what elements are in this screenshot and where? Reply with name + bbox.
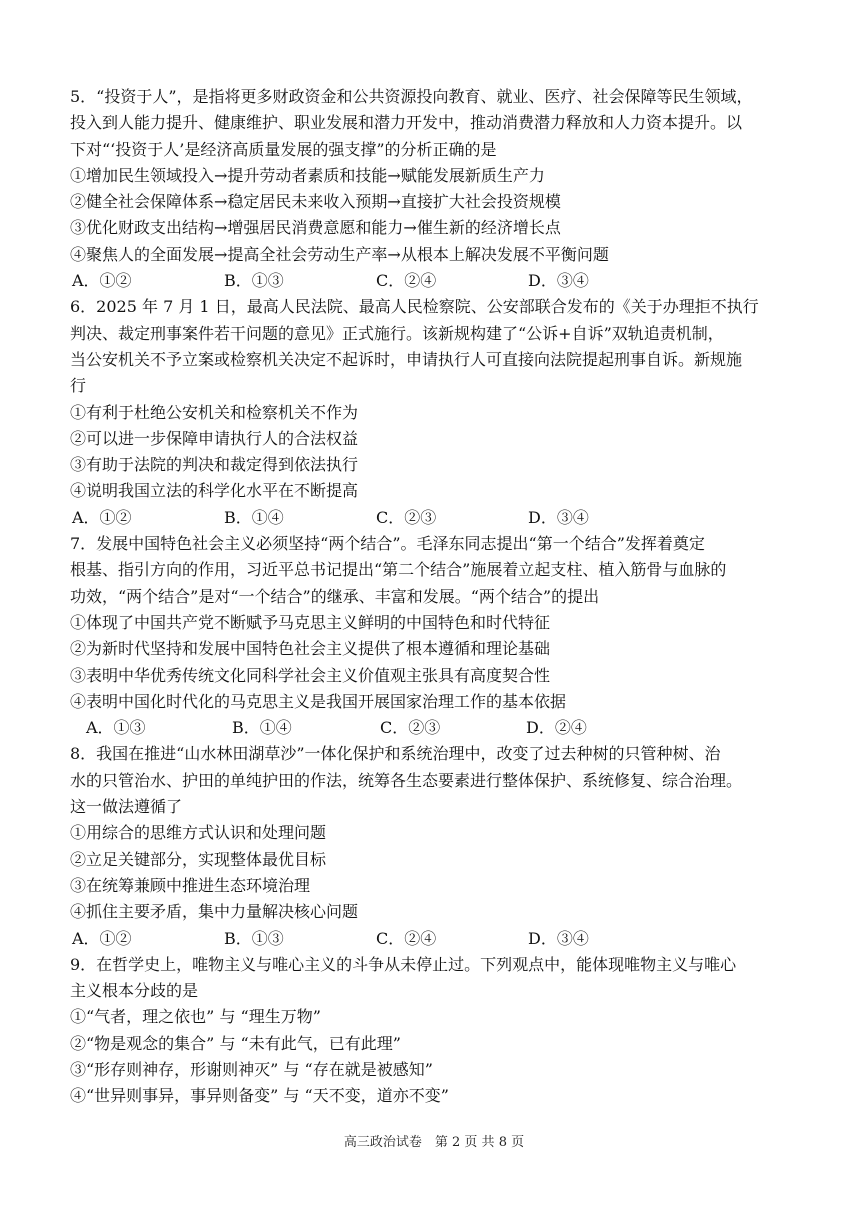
- statement-2: ②健全社会保障体系→稳定居民未来收入预期→直接扩大社会投资规模: [70, 192, 561, 212]
- statement-4: ④聚焦人的全面发展→提高全社会劳动生产率→从根本上解决发展不平衡问题: [70, 244, 609, 264]
- question-stem-line: 判决、裁定刑事案件若干问题的意见》正式施行。该新规构建了“公诉+自诉”双轨追责机制，: [70, 323, 724, 343]
- question-stem-line: 投入到人能力提升、健康维护、职业发展和潜力开发中，推动消费潜力释放和人力资本提升。以: [70, 113, 743, 133]
- choice-a: A．①②: [72, 928, 132, 948]
- statement-2: ②可以进一步保障申请执行人的合法权益: [70, 428, 359, 448]
- answer-choices: [70, 715, 810, 741]
- choice-c: C．②③: [376, 507, 437, 527]
- choice-b: B．①③: [224, 271, 284, 291]
- question-stem-line: 水的只管治水、护田的单纯护田的作法，统筹各生态要素进行整体保护、系统修复、综合治理。: [70, 770, 743, 790]
- answer-choices: [70, 926, 810, 952]
- choice-a: A．①③: [86, 718, 146, 738]
- question-8: [70, 741, 810, 951]
- statement-4: ④表明中国化时代化的马克思主义是我国开展国家治理工作的基本依据: [70, 691, 567, 711]
- question-6: [70, 294, 810, 531]
- question-9: [70, 952, 810, 1110]
- question-stem-line: 下对“‘投资于人’是经济高质量发展的强支撑”的分析正确的是: [70, 139, 497, 159]
- choice-b: B．①④: [232, 718, 292, 738]
- choice-a: A．①②: [72, 507, 132, 527]
- question-stem-line: 行: [70, 376, 87, 396]
- statement-1: ①用综合的思维方式认识和处理问题: [70, 823, 327, 843]
- question-stem-line: 这一做法遵循了: [70, 797, 183, 817]
- statement-3: ③在统筹兼顾中推进生态环境治理: [70, 875, 311, 895]
- page-footer: 高三政治试卷 第 2 页 共 8 页: [343, 1135, 525, 1150]
- statement-1: ①有利于杜绝公安机关和检察机关不作为: [70, 402, 359, 422]
- statement-3: ③有助于法院的判决和裁定得到依法执行: [70, 455, 359, 475]
- statement-2: ②立足关键部分，实现整体最优目标: [70, 849, 327, 869]
- question-stem-line: 根基、指引方向的作用，习近平总书记提出“第二个结合”施展着立起支柱、植入筋骨与血脉的: [70, 560, 727, 580]
- statement-1: ①体现了中国共产党不断赋予马克思主义鲜明的中国特色和时代特征: [70, 612, 551, 632]
- choice-d: D．③④: [528, 507, 589, 527]
- statement-2: ②为新时代坚持和发展中国特色社会主义提供了根本遵循和理论基础: [70, 639, 551, 659]
- question-stem-line: 当公安机关不予立案或检察机关决定不起诉时，申请执行人可直接向法院提起刑事自诉。新规施: [70, 349, 743, 369]
- statement-3: ③表明中华优秀传统文化同科学社会主义价值观主张具有高度契合性: [70, 665, 551, 685]
- statement-1: ①“气者，理之依也” 与 “理生万物”: [70, 1007, 321, 1027]
- choice-d: D．②④: [526, 718, 587, 738]
- question-stem-line: 7．发展中国特色社会主义必须坚持“两个结合”。毛泽东同志提出“第一个结合”发挥着奠定: [70, 534, 705, 554]
- choice-c: C．②④: [376, 271, 437, 291]
- choice-b: B．①④: [224, 507, 284, 527]
- question-stem-line: 9．在哲学史上，唯物主义与唯心主义的斗争从未停止过。下列观点中，能体现唯物主义与唯心: [70, 954, 737, 974]
- statement-4: ④“世异则事异，事异则备变” 与 “天不变，道亦不变”: [70, 1086, 449, 1106]
- question-stem-line: 5．“投资于人”，是指将更多财政资金和公共资源投向教育、就业、医疗、社会保障等民生领域，: [70, 87, 753, 106]
- question-5: [70, 84, 810, 294]
- statement-4: ④说明我国立法的科学化水平在不断提高: [70, 481, 359, 501]
- question-list: [70, 84, 810, 1110]
- answer-choices: [70, 505, 810, 531]
- statement-4: ④抓住主要矛盾，集中力量解决核心问题: [70, 902, 359, 922]
- question-stem-line: 主义根本分歧的是: [70, 981, 199, 1001]
- statement-3: ③优化财政支出结构→增强居民消费意愿和能力→催生新的经济增长点: [70, 218, 561, 238]
- choice-d: D．③④: [528, 928, 589, 948]
- question-stem-line: 8．我国在推进“山水林田湖草沙”一体化保护和系统治理中，改变了过去种树的只管种树、治: [70, 744, 721, 764]
- choice-c: C．②③: [380, 718, 441, 738]
- question-stem-line: 功效，“两个结合”是对“一个结合”的继承、丰富和发展。“两个结合”的提出: [70, 586, 600, 606]
- question-7: [70, 531, 810, 741]
- statement-1: ①增加民生领域投入→提升劳动者素质和技能→赋能发展新质生产力: [70, 165, 545, 185]
- choice-b: B．①③: [224, 928, 284, 948]
- choice-a: A．①②: [72, 271, 132, 291]
- choice-d: D．③④: [528, 271, 589, 291]
- question-stem-line: 6．2025 年 7 月 1 日，最高人民法院、最高人民检察院、公安部联合发布的《关于办理拒不执行: [70, 297, 759, 317]
- answer-choices: [70, 268, 810, 294]
- statement-2: ②“物是观念的集合” 与 “未有此气，已有此理”: [70, 1033, 401, 1053]
- choice-c: C．②④: [376, 928, 437, 948]
- statement-3: ③“形存则神存，形谢则神灭” 与 “存在就是被感知”: [70, 1059, 433, 1079]
